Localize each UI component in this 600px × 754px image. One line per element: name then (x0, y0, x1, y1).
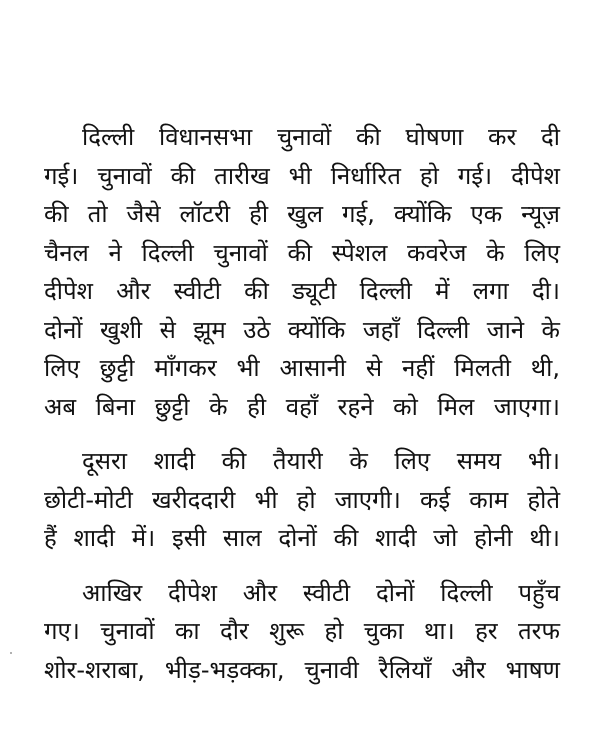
text-line: दिल्ली विधानसभा चुनावों की घोषणा कर दी (82, 123, 560, 151)
text-line: लिए छुट्टी माँगकर भी आसानी से नहीं मिलती थी, (44, 354, 560, 382)
text-line: आखिर दीपेश और स्वीटी दोनों दिल्ली पहुँच (82, 578, 560, 607)
text-line: अब बिना छुट्टी के ही वहाँ रहने को मिल जाएगा। (44, 392, 560, 421)
paragraph-2 (44, 442, 560, 558)
text-line: दीपेश और स्वीटी की ड्यूटी दिल्ली में लगा दी। (44, 277, 560, 305)
text-line: गई। चुनावों की तारीख भी निर्धारित हो गई। दीपेश (44, 161, 560, 190)
text-line: छोटी-मोटी खरीददारी भी हो जाएगी। कई काम होते (44, 485, 560, 514)
scan-speck (10, 652, 12, 654)
text-line: गए। चुनावों का दौर शुरू हो चुका था। हर तरफ (44, 617, 560, 645)
text-line: दूसरा शादी की तैयारी के लिए समय भी। (82, 447, 560, 475)
text-line: दोनों खुशी से झूम उठे क्योंकि जहाँ दिल्ली जाने के (44, 315, 560, 344)
text-line: हैं शादी में। इसी साल दोनों की शादी जो होनी थी। (44, 524, 560, 552)
body-text (44, 118, 560, 705)
text-line: चैनल ने दिल्ली चुनावों की स्पेशल कवरेज के लिए (44, 238, 560, 267)
paragraph-1 (44, 118, 560, 426)
paragraph-3 (44, 574, 560, 690)
text-line: शोर-शराबा, भीड़-भड़क्का, चुनावी रैलियाँ और भाषण (44, 655, 560, 684)
text-line: की तो जैसे लॉटरी ही खुल गई, क्योंकि एक न्यूज़ (44, 200, 560, 228)
